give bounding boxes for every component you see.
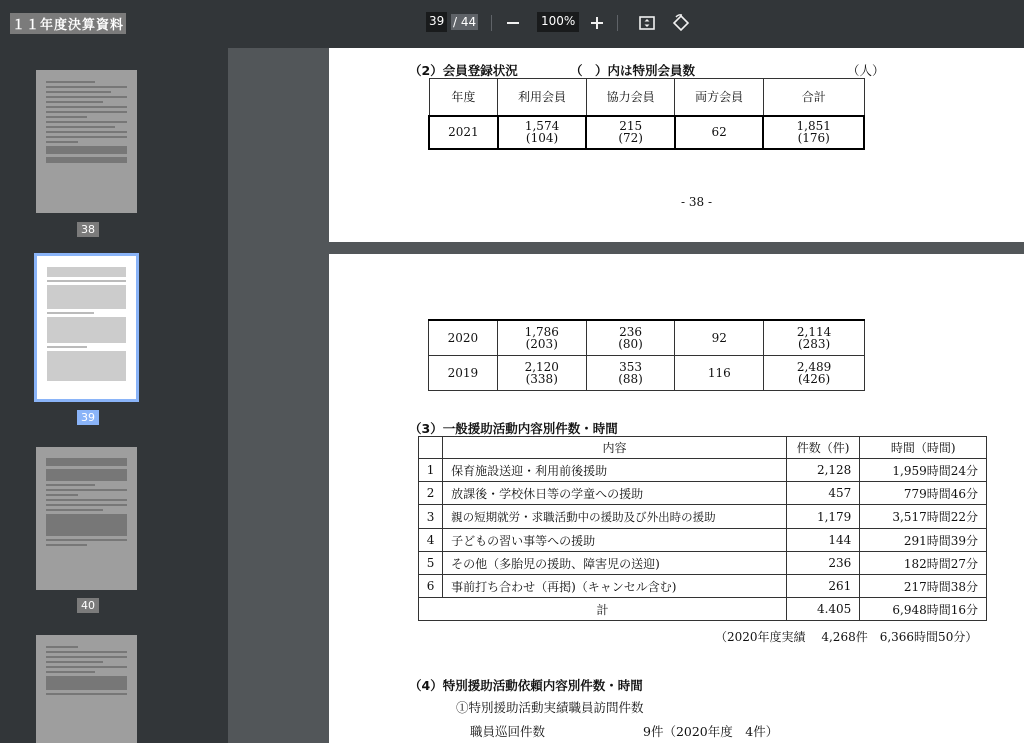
fit-page-button[interactable]: [634, 10, 660, 36]
toolbar-divider: [491, 15, 492, 31]
col-header: 両方会員: [675, 79, 764, 116]
section-2-note: （ ）内は特別会員数: [570, 63, 696, 78]
page-total: / 44: [453, 15, 477, 29]
table-header-row: 内容 件数（件) 時間（時間): [419, 437, 987, 459]
pdf-toolbar: [0, 0, 1024, 48]
thumbnail-content: [46, 455, 127, 549]
plus-icon: [590, 16, 604, 30]
page-thumbnail-selected[interactable]: [34, 253, 139, 402]
document-viewer[interactable]: [228, 48, 1024, 743]
fit-page-icon: [638, 14, 656, 32]
value-cell: 1,851 (176): [763, 116, 864, 149]
rotate-icon: [672, 14, 690, 32]
page-thumbnail[interactable]: [36, 635, 137, 743]
section-4-title: （4）特別援助活動依頼内容別件数・時間: [409, 678, 643, 693]
table-total-row: 計 4.405 6,948時間16分: [419, 598, 987, 621]
zoom-in-button[interactable]: [584, 10, 610, 36]
table-row: 6 事前打ち合わせ（再掲)（キャンセル含む) 261 217時間38分: [419, 575, 987, 598]
value-cell: 62: [675, 116, 764, 149]
zoom-out-button[interactable]: [500, 10, 526, 36]
section-3-title: （3）一般援助活動内容別件数・時間: [409, 421, 618, 436]
unit-label: （人）: [847, 63, 885, 78]
member-table-2021: [428, 78, 865, 150]
section-2-title: （2）会員登録状況: [409, 63, 518, 78]
previous-year-note: （2020年度実績 4,268件 6,366時間50分）: [715, 630, 978, 644]
page-thumbnail[interactable]: [36, 70, 137, 213]
table-row: 3 親の短期就労・求職活動中の援助及び外出時の援助 1,179 3,517時間22分: [419, 505, 987, 529]
table-row: 1 保育施設送迎・利用前後援助 2,128 1,959時間24分: [419, 459, 987, 482]
value-cell: 215 (72): [586, 116, 675, 149]
rotate-button[interactable]: [668, 10, 694, 36]
col-header: 合計: [763, 79, 864, 116]
table-row: 4 子どもの習い事等への援助 144 291時間39分: [419, 529, 987, 552]
thumbnail-label: 40: [77, 598, 99, 613]
col-header: 利用会員: [498, 79, 587, 116]
minus-icon: [506, 16, 520, 30]
pdf-page-39: [329, 254, 1024, 743]
page-number-input[interactable]: 39: [426, 12, 447, 32]
page-thumbnail[interactable]: [36, 447, 137, 590]
member-table-prev: [428, 319, 865, 391]
table-row: 5 その他（多胎児の援助、障害児の送迎) 236 182時間27分: [419, 552, 987, 575]
col-header: 年度: [429, 79, 498, 116]
zoom-level-input[interactable]: 100%: [537, 12, 579, 32]
thumbnail-label: 38: [77, 222, 99, 237]
pdf-page-38: [329, 48, 1024, 242]
thumbnail-label-selected: 39: [77, 410, 99, 425]
col-header: 協力会員: [586, 79, 675, 116]
year-cell: 2021: [429, 116, 498, 149]
patrol-value: 9件（2020年度 4件）: [643, 724, 779, 739]
thumbnail-content: [46, 643, 127, 698]
thumbnail-sidebar: [0, 48, 228, 743]
value-cell: 1,574 (104): [498, 116, 587, 149]
thumbnail-content: [47, 264, 126, 384]
table-row: 2020 1,786 (203) 236 (80) 92 2,114 (283): [429, 320, 865, 355]
section-4-subtitle: ①特別援助活動実績職員訪問件数: [456, 700, 644, 715]
table-row: 2019 2,120 (338) 353 (88) 116 2,489 (426): [429, 355, 865, 390]
document-title: １１年度決算資料: [10, 13, 126, 34]
page-footer-number: - 38 -: [681, 195, 713, 209]
patrol-label: 職員巡回件数: [470, 724, 546, 739]
table-row: 2 放課後・学校休日等の学童への援助 457 779時間46分: [419, 482, 987, 505]
toolbar-divider: [617, 15, 618, 31]
thumbnail-content: [46, 78, 127, 166]
activity-table: [418, 436, 987, 621]
